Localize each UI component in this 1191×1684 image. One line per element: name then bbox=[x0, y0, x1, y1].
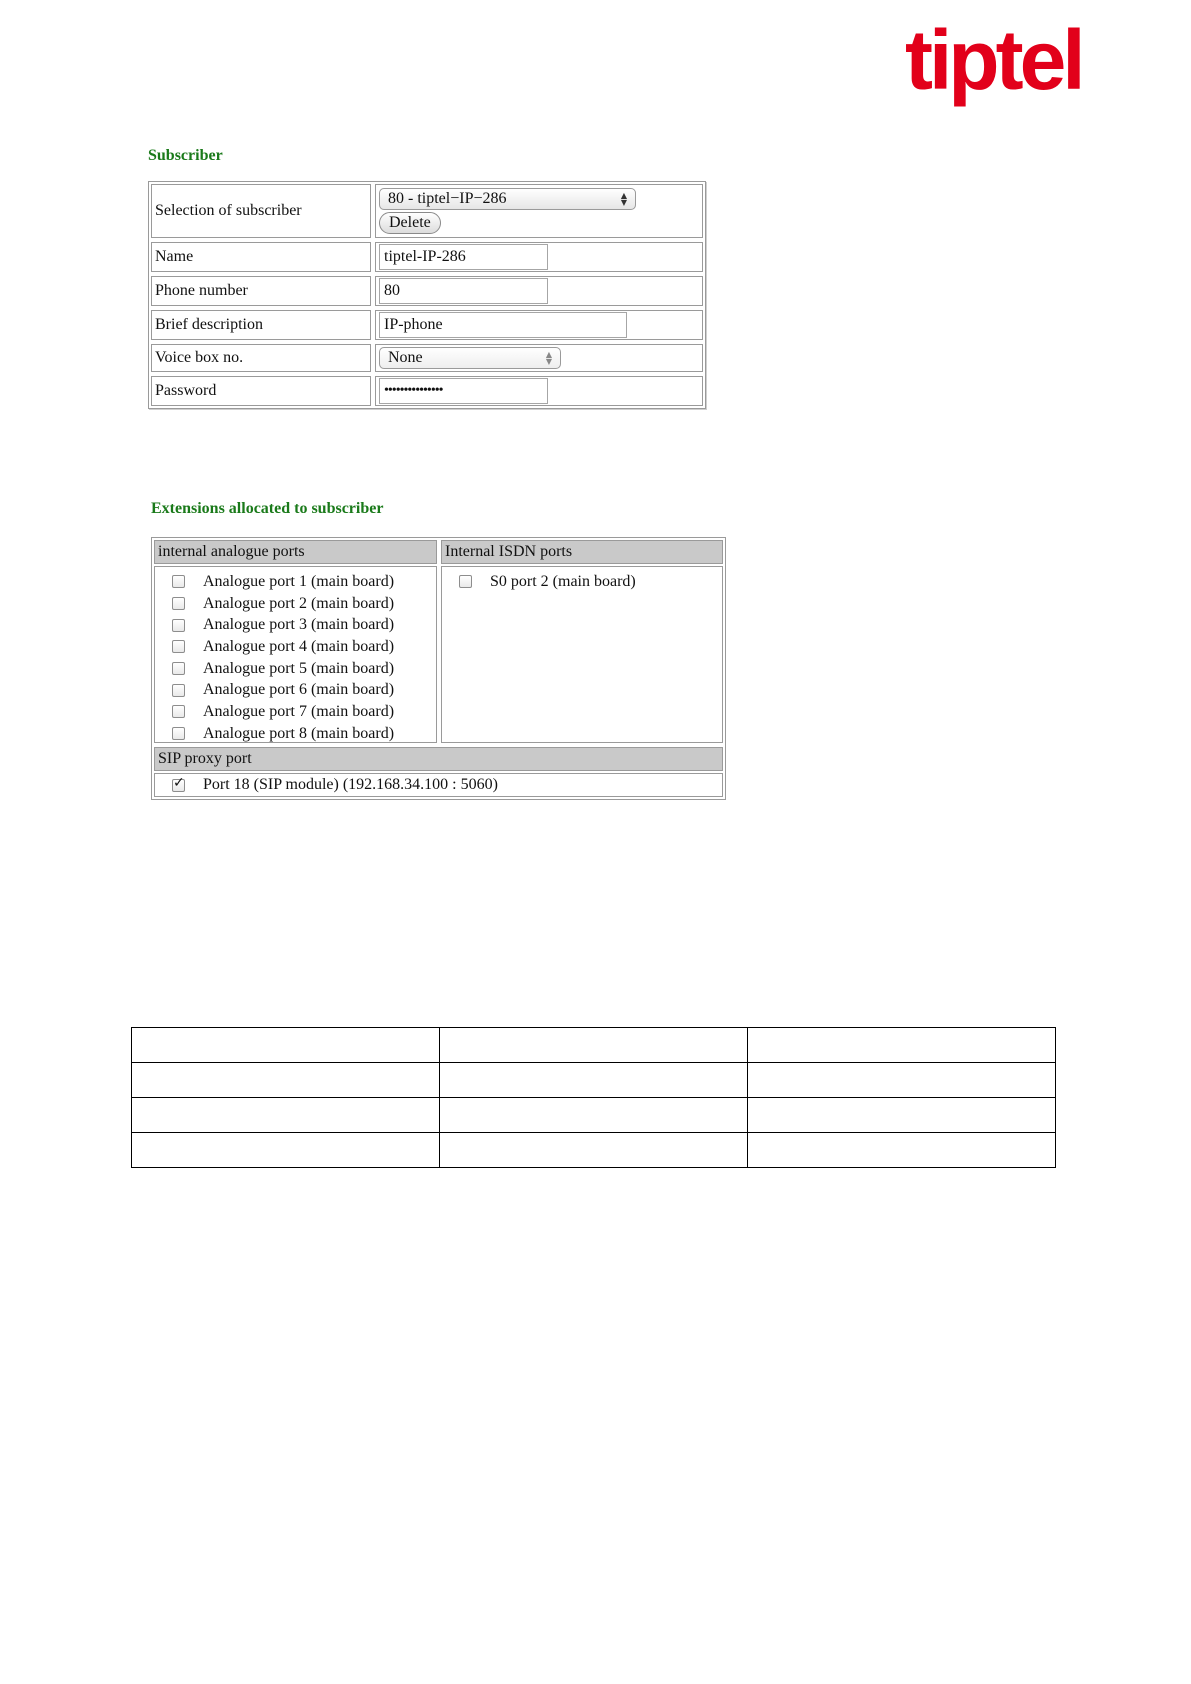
voice-box-select-value: None bbox=[388, 349, 423, 366]
extensions-section-title: Extensions allocated to subscriber bbox=[151, 500, 384, 517]
isdn-port-list bbox=[441, 566, 723, 743]
analogue-header: internal analogue ports bbox=[154, 540, 437, 564]
list-item[interactable]: Analogue port 8 (main board) bbox=[155, 723, 436, 745]
voice-box-label: Voice box no. bbox=[151, 344, 371, 372]
checkbox[interactable] bbox=[172, 619, 185, 632]
checkbox[interactable] bbox=[172, 640, 185, 653]
list-item[interactable]: S0 port 2 (main board) bbox=[442, 571, 722, 593]
list-item[interactable]: Analogue port 4 (main board) bbox=[155, 636, 436, 658]
voice-box-select[interactable] bbox=[379, 347, 561, 369]
list-item[interactable]: ✓ Port 18 (SIP module) (192.168.34.100 : 5060) bbox=[154, 773, 723, 797]
list-item[interactable]: Analogue port 3 (main board) bbox=[155, 614, 436, 636]
subscriber-section-title: Subscriber bbox=[148, 147, 223, 164]
analogue-port-list bbox=[154, 566, 437, 743]
isdn-column bbox=[439, 538, 725, 745]
checkbox[interactable] bbox=[172, 684, 185, 697]
list-item[interactable]: Analogue port 6 (main board) bbox=[155, 679, 436, 701]
phone-number-field[interactable]: 80 bbox=[379, 278, 548, 304]
checkbox[interactable] bbox=[172, 662, 185, 675]
checkbox[interactable] bbox=[459, 575, 472, 588]
selection-cell bbox=[375, 184, 703, 238]
name-field[interactable]: tiptel-IP-286 bbox=[379, 244, 548, 270]
subscriber-select-value: 80 - tiptel−IP−286 bbox=[388, 190, 507, 207]
list-item[interactable]: Analogue port 2 (main board) bbox=[155, 593, 436, 615]
sip-proxy-header: SIP proxy port bbox=[154, 747, 723, 771]
table-row bbox=[132, 1028, 1056, 1063]
list-item[interactable]: Analogue port 5 (main board) bbox=[155, 658, 436, 680]
table-row bbox=[132, 1133, 1056, 1168]
select-arrows-icon: ▲ ▼ bbox=[545, 350, 553, 366]
password-label: Password bbox=[151, 376, 371, 406]
brief-description-label: Brief description bbox=[151, 310, 371, 340]
table-row bbox=[132, 1098, 1056, 1133]
checkbox-checked[interactable] bbox=[172, 779, 185, 792]
list-item[interactable]: Analogue port 7 (main board) bbox=[155, 701, 436, 723]
list-item[interactable]: Analogue port 1 (main board) bbox=[155, 571, 436, 593]
name-label: Name bbox=[151, 242, 371, 272]
empty-table bbox=[131, 1027, 1056, 1168]
analogue-column bbox=[152, 538, 439, 745]
extensions-table bbox=[151, 537, 726, 800]
subscriber-select[interactable] bbox=[379, 188, 636, 210]
select-arrows-icon: ▲ ▼ bbox=[620, 191, 628, 207]
delete-button[interactable]: Delete bbox=[379, 212, 441, 234]
checkbox[interactable] bbox=[172, 705, 185, 718]
subscriber-form bbox=[148, 181, 706, 409]
checkbox[interactable] bbox=[172, 575, 185, 588]
table-row bbox=[132, 1063, 1056, 1098]
phone-number-label: Phone number bbox=[151, 276, 371, 306]
checkbox[interactable] bbox=[172, 597, 185, 610]
checkbox[interactable] bbox=[172, 727, 185, 740]
isdn-header: Internal ISDN ports bbox=[441, 540, 723, 564]
brief-description-field[interactable]: IP-phone bbox=[379, 312, 627, 338]
tiptel-logo: tiptel bbox=[905, 13, 1082, 107]
selection-label: Selection of subscriber bbox=[151, 184, 371, 238]
password-field[interactable]: ••••••••••••••• bbox=[379, 378, 548, 404]
